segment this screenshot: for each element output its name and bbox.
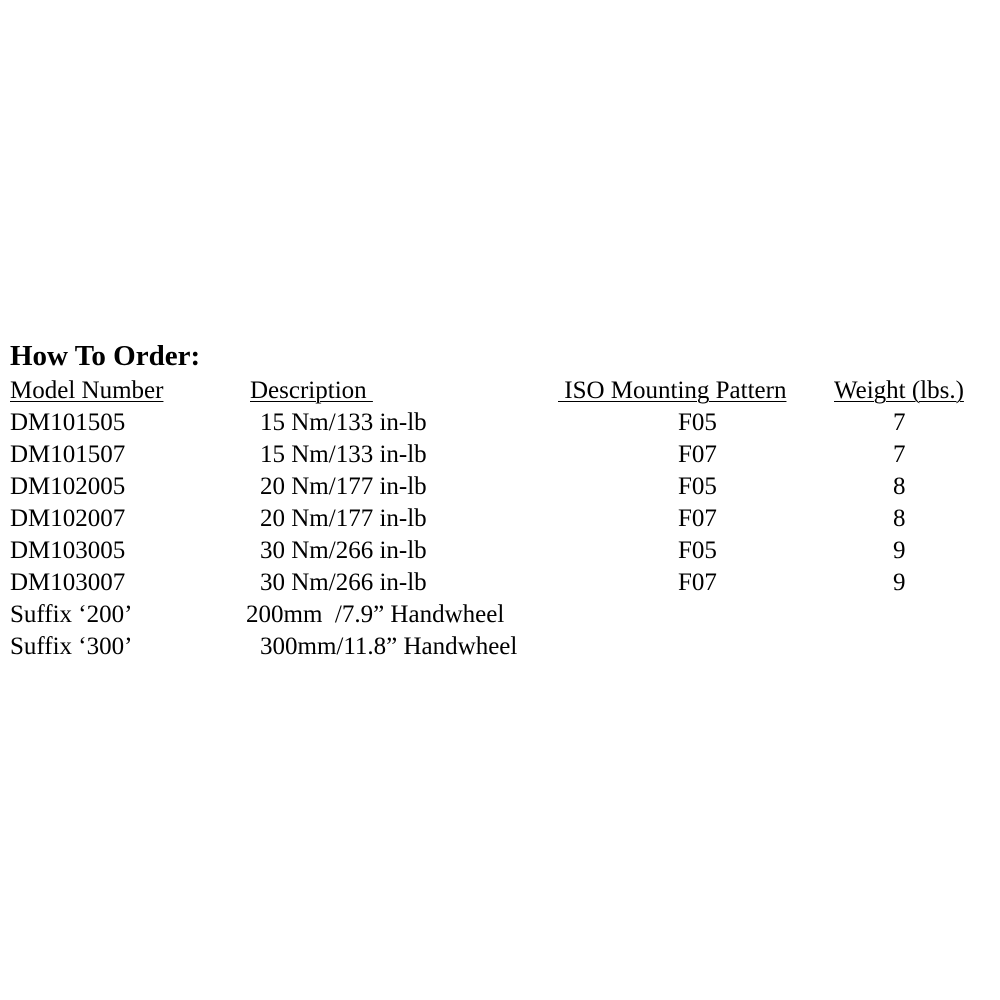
iso-pattern: F05 [678, 537, 717, 564]
description: 15 Nm/133 in-lb [260, 409, 427, 436]
weight: 7 [893, 441, 906, 468]
header-description: Description [250, 377, 373, 404]
iso-pattern: F07 [678, 505, 717, 532]
suffix-code: Suffix ‘200’ [10, 601, 133, 628]
description: 15 Nm/133 in-lb [260, 441, 427, 468]
weight: 8 [893, 473, 906, 500]
header-model-number: Model Number [10, 377, 164, 404]
model-number: DM101507 [10, 441, 126, 468]
description: 30 Nm/266 in-lb [260, 569, 427, 596]
suffix-code: Suffix ‘300’ [10, 633, 133, 660]
weight: 8 [893, 505, 906, 532]
description: 20 Nm/177 in-lb [260, 505, 427, 532]
model-number: DM103007 [10, 569, 126, 596]
suffix-description: 300mm/11.8” Handwheel [260, 633, 518, 660]
header-iso-mounting-pattern: ISO Mounting Pattern [558, 377, 787, 404]
description: 20 Nm/177 in-lb [260, 473, 427, 500]
weight: 9 [893, 569, 906, 596]
iso-pattern: F05 [678, 473, 717, 500]
iso-pattern: F07 [678, 441, 717, 468]
page-title: How To Order: [10, 340, 201, 372]
model-number: DM103005 [10, 537, 126, 564]
model-number: DM101505 [10, 409, 126, 436]
description: 30 Nm/266 in-lb [260, 537, 427, 564]
model-number: DM102005 [10, 473, 126, 500]
iso-pattern: F07 [678, 569, 717, 596]
weight: 9 [893, 537, 906, 564]
model-number: DM102007 [10, 505, 126, 532]
iso-pattern: F05 [678, 409, 717, 436]
header-weight: Weight (lbs.) [834, 377, 964, 404]
weight: 7 [893, 409, 906, 436]
suffix-description: 200mm /7.9” Handwheel [246, 601, 505, 628]
